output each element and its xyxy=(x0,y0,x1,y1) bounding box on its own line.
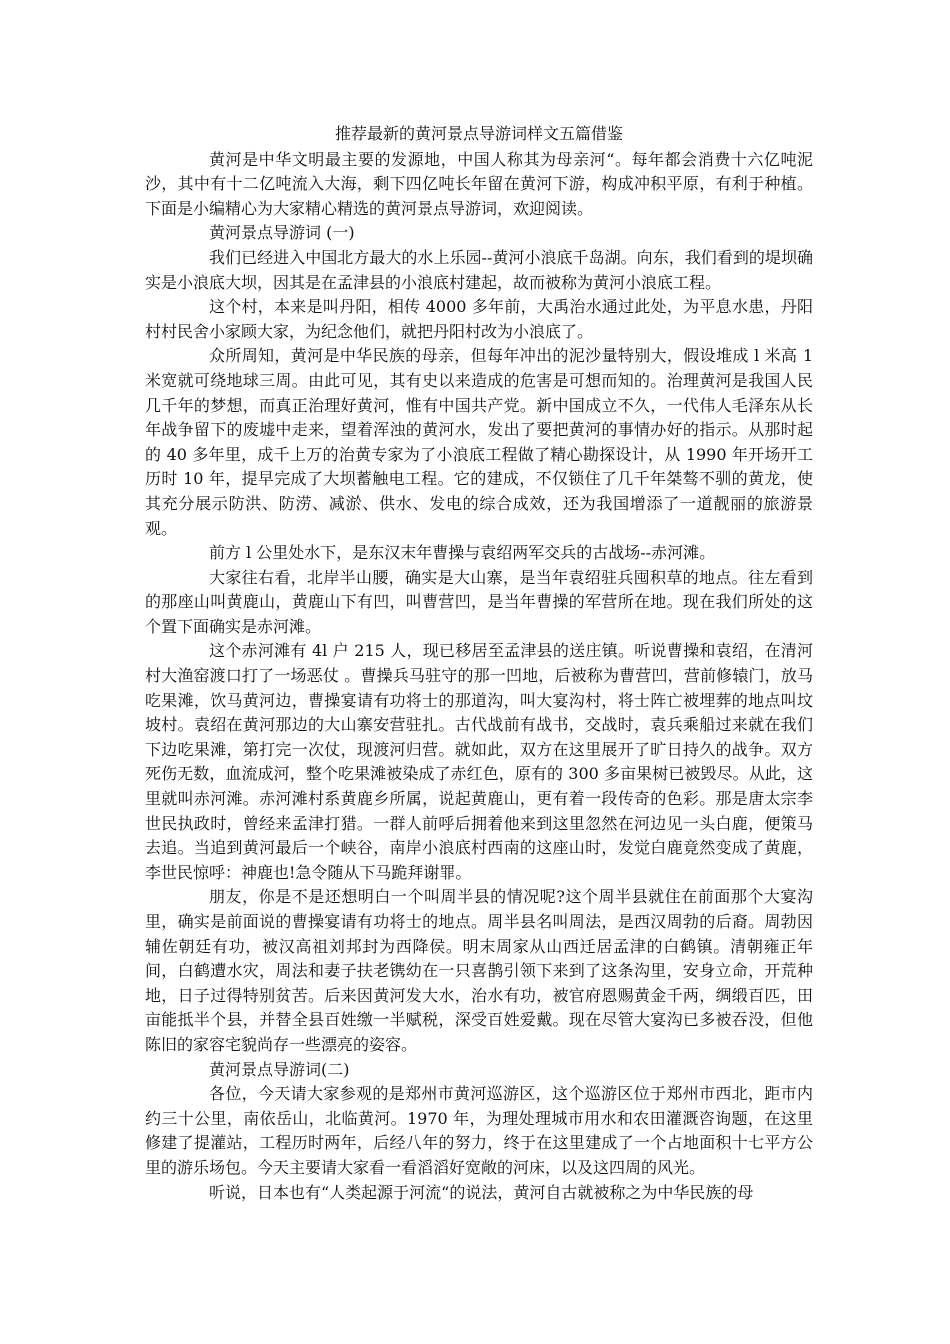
paragraph: 众所周知，黄河是中华民族的母亲，但每年冲出的泥沙量特别大，假设堆成 l 米高 1 米宽就可绕地球三周。由此可见，其有史以来造成的危害是可想而知的。治理黄河是我国人民几千年的梦想，而真正治理好黄河，惟有中国共产党。新中国成立不久，一代伟人毛泽东从长年战争留下的废墟中走来，望着浑浊的黄河水，发出了要把黄河的事情办好的指示。从那时起的 40 多年里，成千上万的治黄专家为了小浪底工程做了精心勘探设计，从 1990 年开场开工历时 10 年，提早完成了大坝蓄触电工程。它的建成，不仅锁住了几千年桀骜不驯的黄龙，使其充分展示防洪、防涝、减淤、供水、发电的综合成效，还为我国增添了一道靓丽的旅游景观。 xyxy=(145,346,813,538)
paragraph: 各位，今天请大家参观的是郑州市黄河巡游区，这个巡游区位于郑州市西北，距市内约三十公里，南依岳山，北临黄河。1970 年，为理处理城市用水和农田灌溉咨询题，在这里修建了提灌站，工程历时两年，后经八年的努力，终于在这里建成了一个占地面积十七平方公里的游乐场包。今天主要请大家看一看滔滔好宽敞的河床，以及这四周的风光。 xyxy=(145,1084,813,1177)
section-heading-1: 黄河景点导游词 (一) xyxy=(209,223,355,243)
paragraph: 我们已经进入中国北方最大的水上乐园--黄河小浪底千岛湖。向东，我们看到的堤坝确实是小浪底大坝，因其是在孟津县的小浪底村建起，故而被称为黄河小浪底工程。 xyxy=(145,247,813,292)
paragraph: 前方 l 公里处水下，是东汉末年曹操与袁绍两军交兵的古战场--赤河滩。 xyxy=(209,543,716,563)
document-page xyxy=(145,122,813,1205)
paragraph-intro: 黄河是中华文明最主要的发源地，中国人称其为母亲河“。每年都会消费十六亿吨泥沙，其中有十二亿吨流入大海，剩下四亿吨长年留在黄河下游，构成冲积平原，有利于种植。下面是小编精心为大家精心精选的黄河景点导游词，欢迎阅读。 xyxy=(145,149,813,218)
paragraph: 听说，日本也有“人类起源于河流“的说法，黄河自古就被称之为中华民族的母 xyxy=(209,1182,754,1202)
paragraph: 朋友，你是不是还想明白一个叫周半县的情况呢?这个周半县就住在前面那个大宴沟里，确实是前面说的曹操宴请有功将士的地点。周半县名叫周法，是西汉周勃的后裔。周勃因辅佐朝廷有功，被汉高祖刘邦封为西降侯。明末周家从山西迁居孟津的白鹤镇。清朝雍正年间，白鹤遭水灾，周法和妻子扶老镌幼在一只喜鹊引领下来到了这条沟里，安身立命，开荒种地，日子过得特别贫苦。后来因黄河发大水，治水有功，被官府恩赐黄金千两，绸缎百匹，田亩能抵半个县，并替全县百姓缴一半赋税，深受百姓爱戴。现在尽管大宴沟已多被吞没，但他陈旧的家容宅貌尚存一些漂亮的姿容。 xyxy=(145,887,813,1054)
paragraph: 这个村，本来是叫丹阳，相传 4000 多年前，大禹治水通过此处，为平息水患，丹阳村村民舍小家顾大家，为纪念他们，就把丹阳村改为小浪底了。 xyxy=(145,297,813,341)
paragraph: 这个赤河滩有 4l 户 215 人，现已移居至孟津县的送庄镇。听说曹操和袁绍，在清河村大渔窑渡口打了一场恶仗 。曹操兵马驻守的那一凹地，后被称为曹营凹，营前修辕门，放马吃果滩，饮马黄河边，曹操宴请有功将士的那道沟，叫大宴沟村，将士阵亡被埋葬的地点叫坟坡村。袁绍在黄河那边的大山寨安营驻扎。古代战前有战书，交战时，袁兵乘船过来就在我们下边吃果滩，第打完一次仗，现渡河归营。就如此，双方在这里展开了旷日持久的战争。双方死伤无数，血流成河，整个吃果滩被染成了赤红色，原有的 300 多亩果树已被毁尽。从此，这里就叫赤河滩。赤河滩村系黄鹿乡所属，说起黄鹿山，更有着一段传奇的色彩。那是唐太宗李世民执政时，曾经来孟津打猎。一群人前呼后拥着他来到这里忽然在河边见一头白鹿，便策马去追。当追到黄河最后一个峡谷，南岸小浪底村西南的这座山时，发觉白鹿竟然变成了黄鹿，李世民惊呼：神鹿也!急令随从下马跪拜谢罪。 xyxy=(145,641,813,882)
paragraph: 大家往右看，北岸半山腰，确实是大山寨，是当年袁绍驻兵囤积草的地点。往左看到的那座山叫黄鹿山，黄鹿山下有凹，叫曹营凹，是当年曹操的军营所在地。现在我们所处的这个置下面确实是赤河滩。 xyxy=(145,567,813,636)
section-heading-2: 黄河景点导游词(二) xyxy=(209,1059,350,1079)
document-title: 推荐最新的黄河景点导游词样文五篇借鉴 xyxy=(334,124,623,143)
